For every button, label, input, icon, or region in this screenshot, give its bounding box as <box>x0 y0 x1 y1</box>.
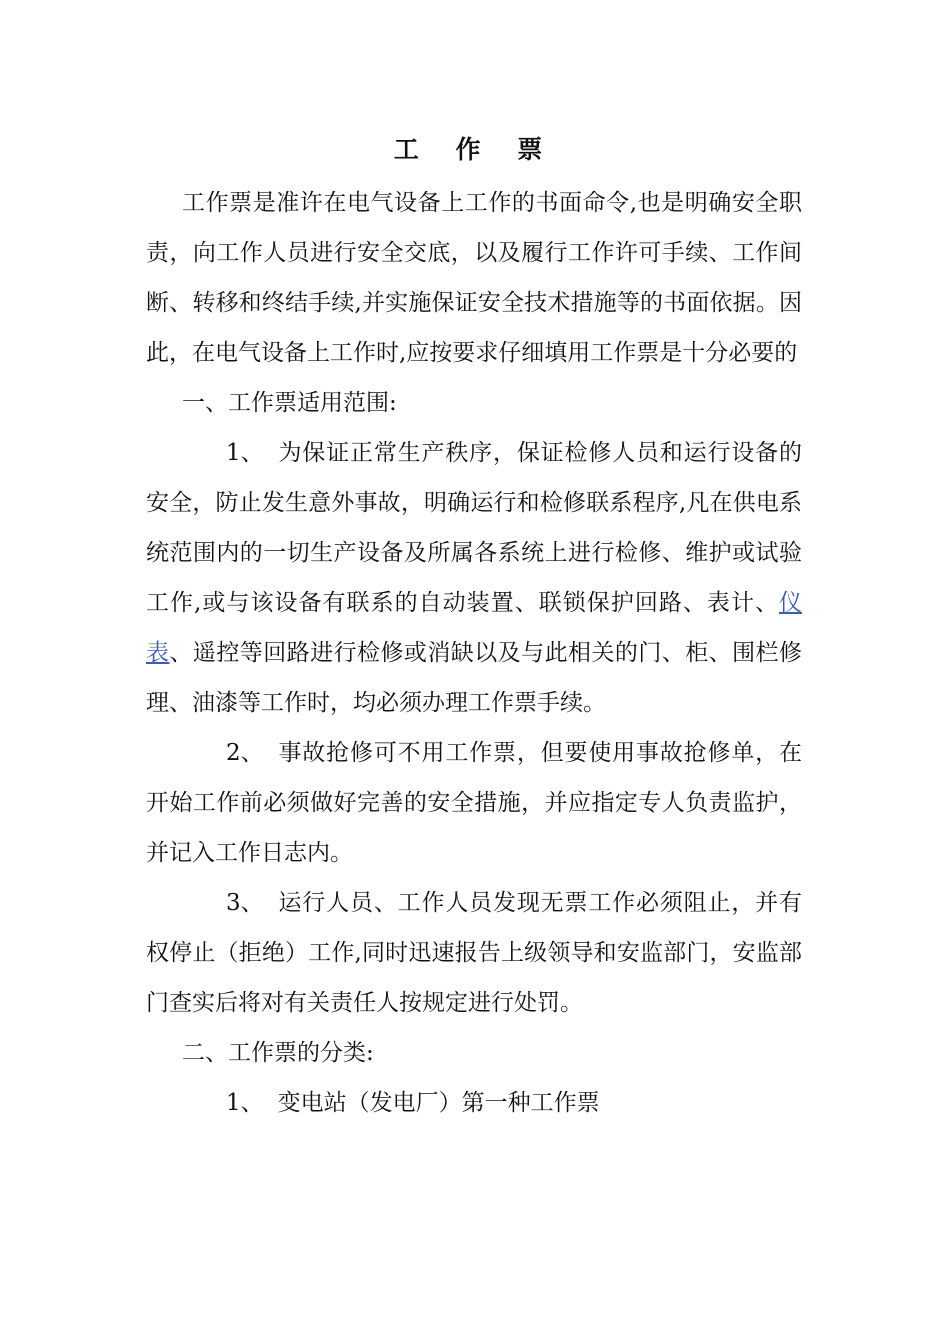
section1-item3 <box>146 878 802 1028</box>
section2-heading: 二、工作票的分类: <box>182 1040 374 1066</box>
section2-item1 <box>146 1078 802 1128</box>
document-body <box>146 178 802 1128</box>
section1-heading: 一、工作票适用范围: <box>182 390 397 416</box>
item-number: 2、 <box>226 740 264 766</box>
item-number: 3、 <box>226 890 264 916</box>
item-text: 运行人员、工作人员发现无票工作必须阻止，并有权停止（拒绝）工作,同时迅速报告上级领导和安监部门，安监部门查实后将对有关责任人按规定进行处罚。 <box>146 890 802 1016</box>
item-text: 、遥控等回路进行检修或消缺以及与此相关的门、柜、围栏修理、油漆等工作时，均必须办理工作票手续。 <box>146 640 803 716</box>
item-number: 1、 <box>226 440 264 466</box>
item-text: 事故抢修可不用工作票，但要使用事故抢修单，在开始工作前必须做好完善的安全措施，并应指定专人负责监护，并记入工作日志内。 <box>146 740 802 866</box>
section1-item2 <box>146 728 802 878</box>
section1-item1 <box>146 428 802 728</box>
document-title: 工 作 票 <box>393 135 557 164</box>
item-text: 变电站（发电厂）第一种工作票 <box>277 1090 600 1116</box>
item-text: 为保证正常生产秩序，保证检修人员和运行设备的安全，防止发生意外事故，明确运行和检修联系程序,凡在供电系统范围内的一切生产设备及所属各系统上进行检修、维护或试验工作,或与该设备有联系的自动装置、联锁保护回路、表计、 <box>146 440 802 616</box>
intro-paragraph: 工作票是准许在电气设备上工作的书面命令,也是明确安全职责，向工作人员进行安全交底，以及履行工作许可手续、工作间断、转移和终结手续,并实施保证安全技术措施等的书面依据。因此，在电气设备上工作时,应按要求仔细填用工作票是十分必要的 <box>146 190 802 366</box>
instrument-link[interactable]: 仪表 <box>146 590 802 666</box>
item-number: 1、 <box>226 1090 264 1116</box>
